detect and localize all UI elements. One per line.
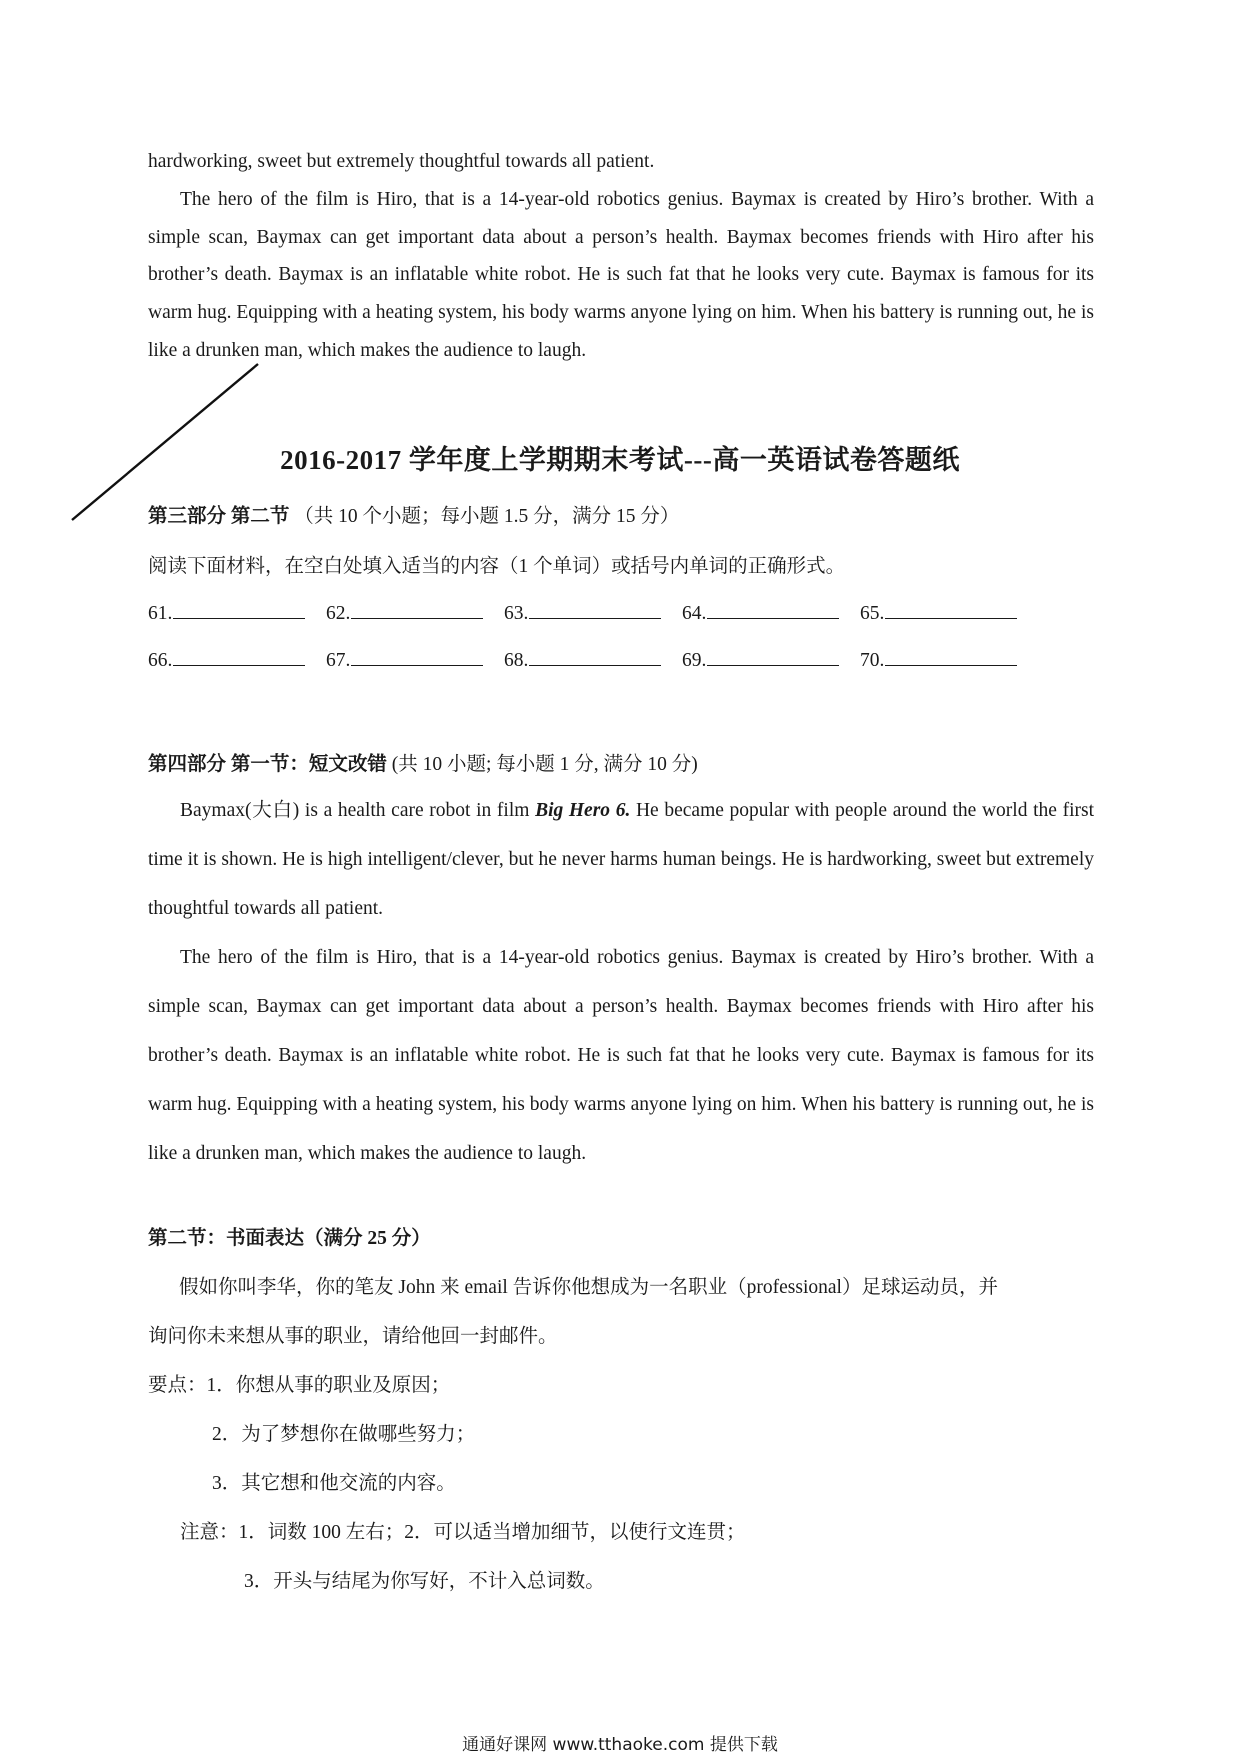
part4-heading — [148, 748, 698, 776]
error-correction-paragraph-2[interactable]: The hero of the film is Hiro, that is a 14-year-old robotics genius. Baymax is created by Hiro’s brother. With a simple scan, Baymax can get important data about a person’s health. Baymax becomes friends with Hiro after his brother’s death. Baymax is an inflatable white robot. He is such fat that he looks very cute. Baymax is famous for its warm hug. Equipping with a heating system, his body warms anyone lying on him. When his battery is running out, he is like a drunken man, which makes the audience to laugh. — [148, 947, 1094, 1164]
point-item: 1．你想从事的职业及原因； — [206, 1375, 451, 1396]
blank-number: 66. — [148, 650, 173, 671]
writing-heading — [148, 1222, 431, 1250]
footer-credit: 通通好课网 www.tthaoke.com 提供下载 — [462, 1735, 778, 1755]
points-label: 要点： — [148, 1375, 207, 1396]
points-list — [148, 1369, 450, 1397]
answer-blank-63[interactable] — [504, 600, 661, 625]
answer-blank-61[interactable] — [148, 600, 305, 625]
part3-instruction: 阅读下面材料，在空白处填入适当的内容（1 个单词）或括号内单词的正确形式。 — [148, 556, 846, 577]
blank-number: 63. — [504, 603, 529, 624]
note-item: 3．开头与结尾为你写好，不计入总词数。 — [244, 1571, 605, 1592]
blank-number: 64. — [682, 603, 707, 624]
blank-number: 62. — [326, 603, 351, 624]
writing-prompt-line-2: 询问你未来想从事的职业，请给他回一封邮件。 — [148, 1326, 558, 1347]
blank-number: 65. — [860, 603, 885, 624]
passage-text: He became popular with people around the world the first time it is shown. He is high intelligent/clever, but he never harms human beings. He is hardworking, sweet but extremely thoughtful towards all patient. — [148, 800, 1094, 919]
part3-heading — [148, 500, 679, 528]
note-item: 1．词数 100 左右；2．可以适当增加细节，以使行文连贯； — [238, 1522, 746, 1543]
blank-number: 70. — [860, 650, 885, 671]
answer-blank-65[interactable] — [860, 600, 1017, 625]
notes-label: 注意： — [180, 1522, 239, 1543]
answer-blank-70[interactable] — [860, 647, 1017, 672]
blank-number: 61. — [148, 603, 173, 624]
notes-list — [180, 1516, 746, 1544]
answer-sheet-title: 2016-2017 学年度上学期期末考试---高一英语试卷答题纸 — [280, 445, 960, 475]
answer-blank-62[interactable] — [326, 600, 483, 625]
film-title: Big Hero 6. — [535, 800, 631, 821]
writing-heading-text: 第二节：书面表达（满分 25 分） — [148, 1228, 431, 1249]
blank-number: 69. — [682, 650, 707, 671]
part3-heading-bold: 第三部分 第二节 — [148, 506, 290, 527]
point-item: 3．其它想和他交流的内容。 — [212, 1473, 456, 1494]
answer-blank-67[interactable] — [326, 647, 483, 672]
passage-text: Baymax(大白) is a health care robot in film — [180, 800, 536, 821]
answer-blank-69[interactable] — [682, 647, 839, 672]
error-correction-paragraph-1[interactable] — [148, 786, 1094, 933]
blank-number: 67. — [326, 650, 351, 671]
top-passage-line: hardworking, sweet but extremely thoughtful towards all patient. — [148, 151, 655, 172]
part4-heading-bold: 第四部分 第一节：短文改错 — [148, 754, 387, 775]
writing-prompt-line-1: 假如你叫李华，你的笔友 John 来 email 告诉你他想成为一名职业（professional）足球运动员，并 — [179, 1277, 998, 1298]
part3-heading-note: （共 10 个小题；每小题 1.5 分，满分 15 分） — [294, 506, 680, 527]
part4-heading-note: (共 10 小题; 每小题 1 分, 满分 10 分) — [391, 754, 698, 775]
point-item: 2．为了梦想你在做哪些努力； — [212, 1424, 476, 1445]
answer-blank-64[interactable] — [682, 600, 839, 625]
answer-blank-66[interactable] — [148, 647, 305, 672]
blank-number: 68. — [504, 650, 529, 671]
answer-blank-68[interactable] — [504, 647, 661, 672]
top-passage-paragraph: The hero of the film is Hiro, that is a 14-year-old robotics genius. Baymax is created by Hiro’s brother. With a simple scan, Baymax can get important data about a person’s health. Baymax becomes friends with Hiro after his brother’s death. Baymax is an inflatable white robot. He is such fat that he looks very cute. Baymax is famous for its warm hug. Equipping with a heating system, his body warms anyone lying on him. When his battery is running out, he is like a drunken man, which makes the audience to laugh. — [148, 189, 1094, 361]
